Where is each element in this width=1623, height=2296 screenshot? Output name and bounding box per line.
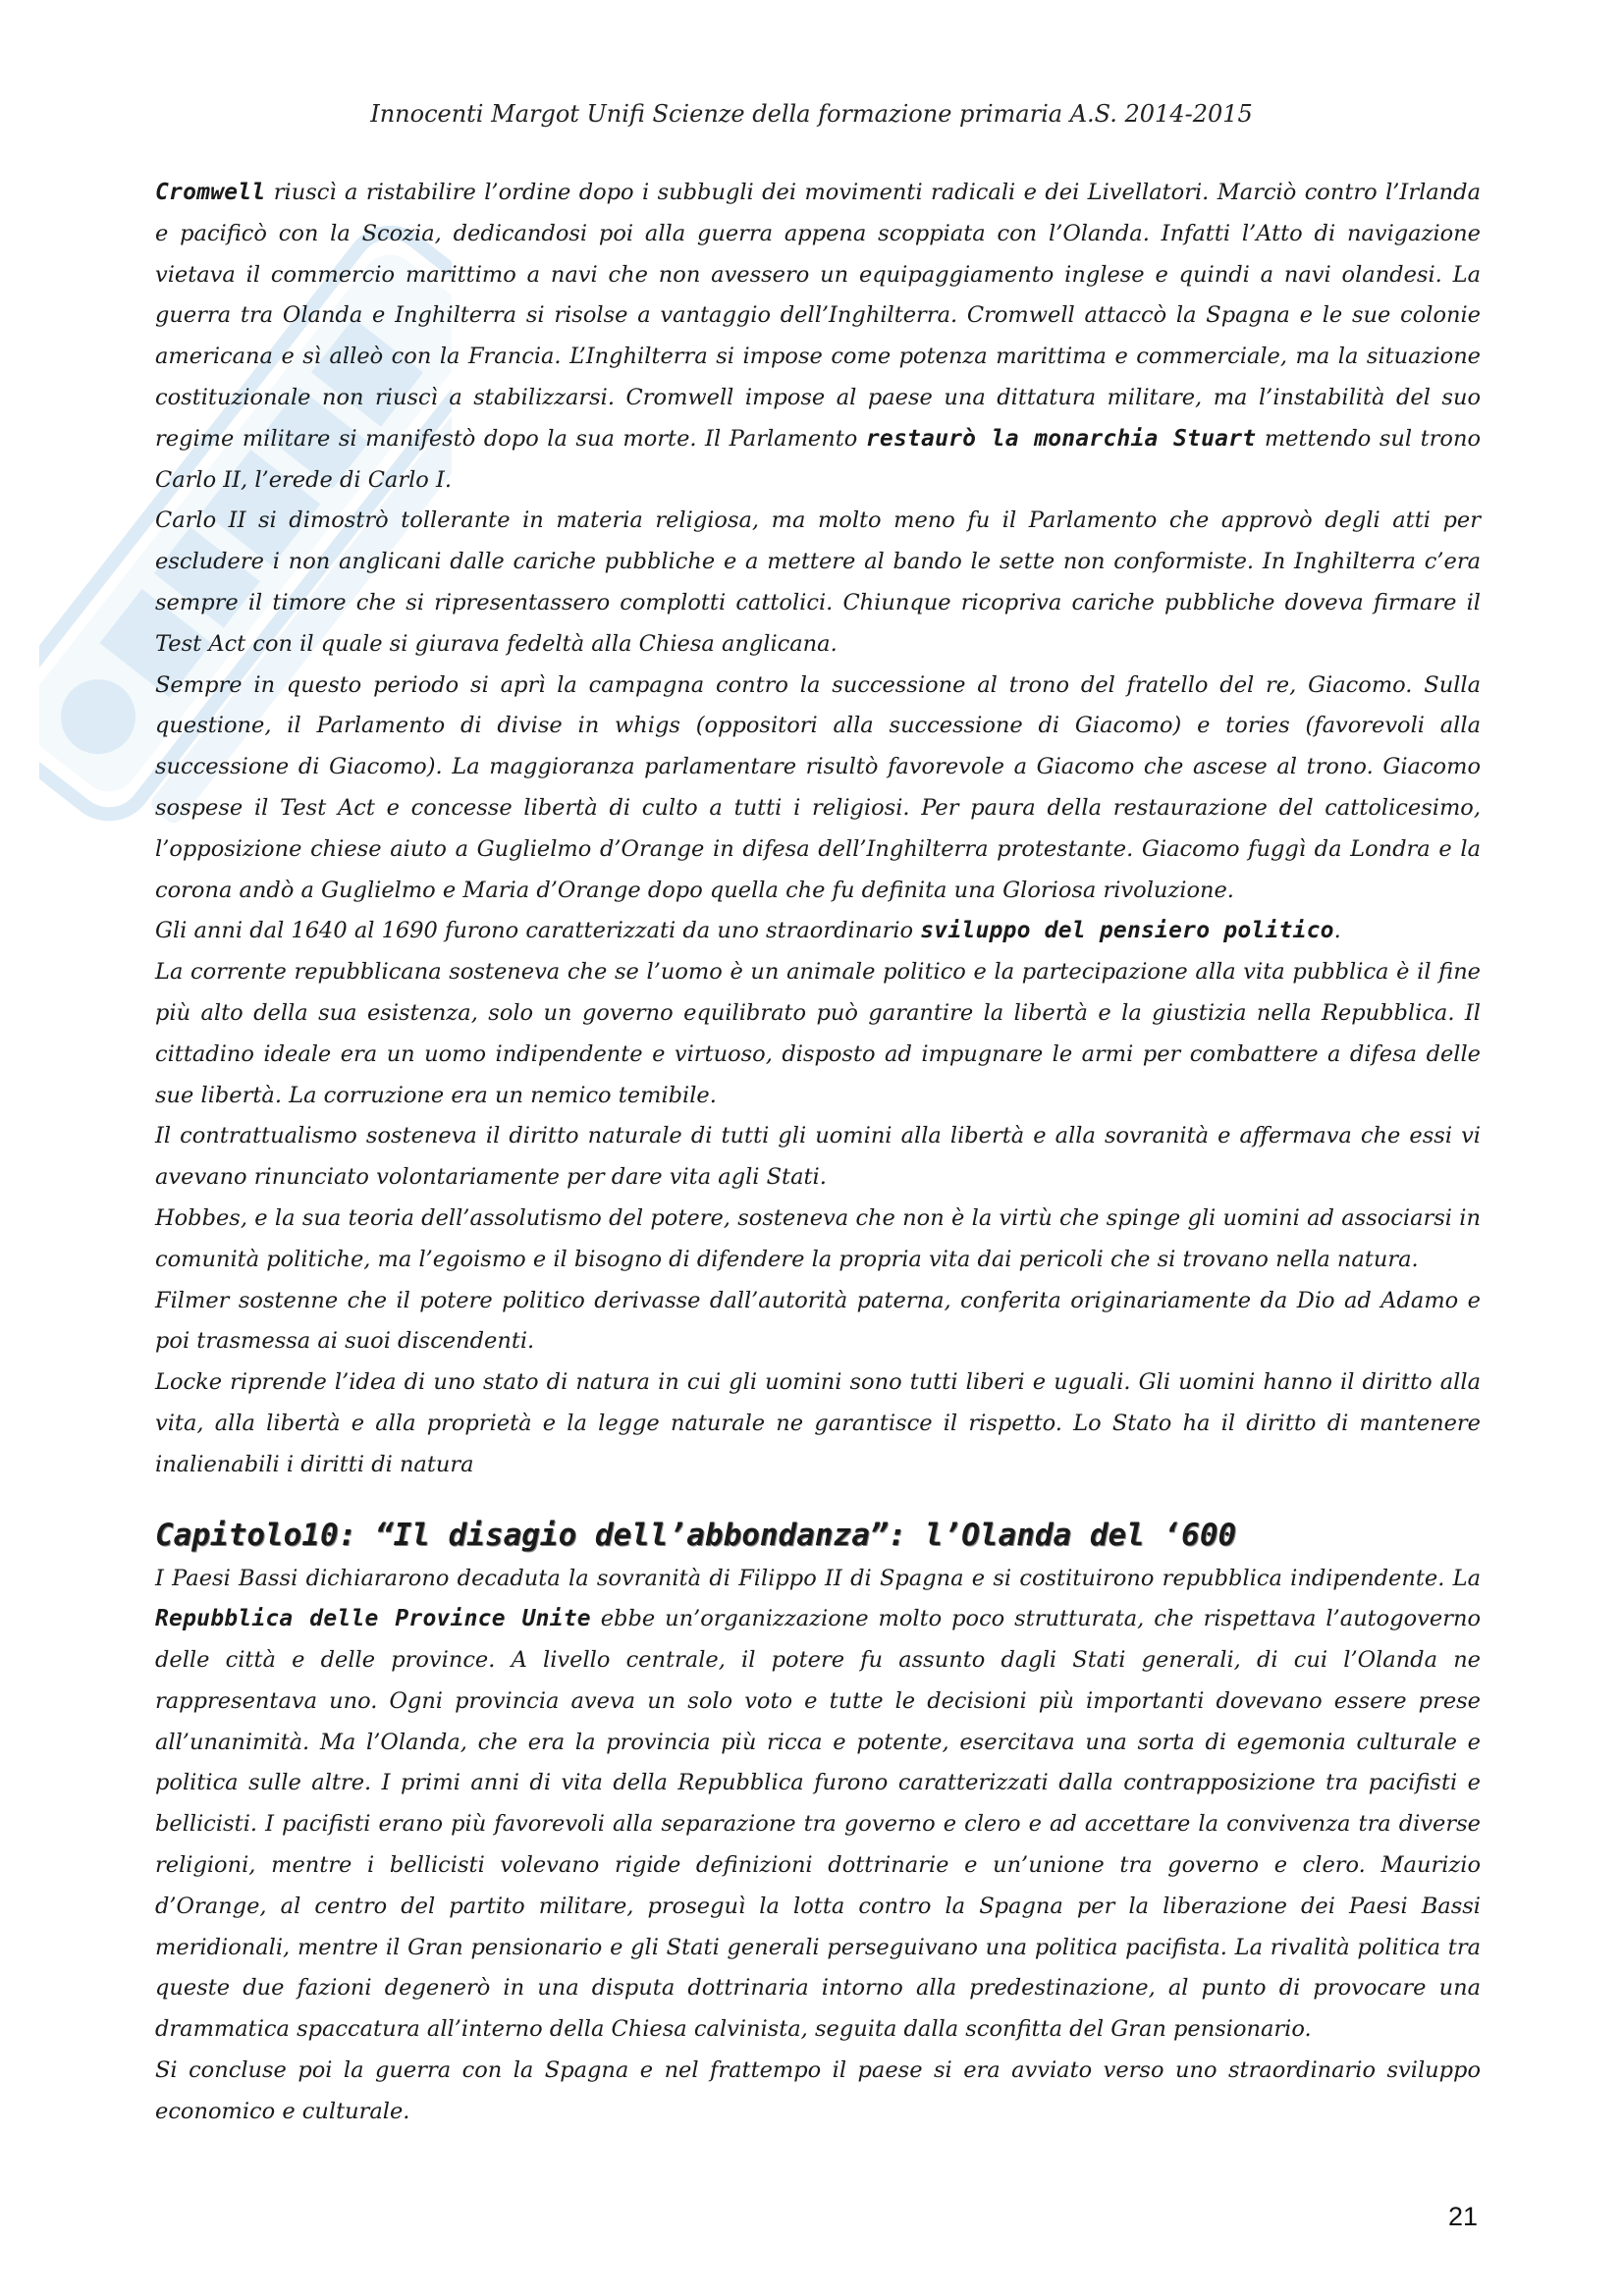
- text-segment: I Paesi Bassi dichiararono decaduta la sovranità di Filippo II di Spagna e si costituirono repubblica indipendente. La: [155, 1565, 1481, 1591]
- body-text: [155, 173, 1481, 2133]
- running-header: Innocenti Margot Unifi Scienze della formazione primaria A.S. 2014-2015: [370, 100, 1253, 128]
- chapter-heading: Capitolo10: “Il disagio dell’abbondanza”: l’Olanda del ‘600: [155, 1517, 1237, 1553]
- text-segment: ebbe un’organizzazione molto poco strutturata, che rispettava l’autogoverno delle città e delle province. A livello centrale, il potere fu assunto dagli Stati generali, di cui l’Olanda ne rappresentava uno. Ogni provincia aveva un solo voto e tutte le decisioni più importanti dovevano essere prese all’unanimità. Ma l’Olanda, che era la provincia più ricca e potente, esercitava una sorta di egemonia culturale e politica sulle altre. I primi anni di vita della Repubblica furono caratterizzati dalla contrapposizione tra pacifisti e bellicisti. I pacifisti erano più favorevoli alla separazione tra governo e clero e ad accettare la convivenza tra diverse religioni, mentre i bellicisti volevano rigide definizioni dottrinarie e un’unione tra governo e clero. Maurizio d’Orange, al centro del partito militare, proseguì la lotta contro la Spagna per la liberazione dei Paesi Bassi meridionali, mentre il Gran pensionario e gli Stati generali perseguivano una politica pacifista. La rivalità politica tra queste due fazioni degenerò in una disputa dottrinaria intorno alla predestinazione, al punto di provocare una drammatica spaccatura all’interno della Chiesa calvinista, seguita dalla sconfitta del Gran pensionario.: [155, 1606, 1481, 2043]
- paragraph-contrattualismo: Il contrattualismo sosteneva il diritto naturale di tutti gli uomini alla libertà e alla sovranità e affermava che essi vi avevano rinunciato volontariamente per dare vita agli Stati.: [155, 1123, 1481, 1191]
- text-segment: mettendo sul trono Carlo II, l’erede di Carlo I.: [155, 425, 1481, 493]
- paragraph-giacomo: Sempre in questo periodo si aprì la campagna contro la successione al trono del fratello del re, Giacomo. Sulla questione, il Parlamento di divise in whigs (oppositori alla successione di Giacomo) e tories (favorevoli alla successione di Giacomo). La maggioranza parlamentare risultò favorevole a Giacomo che ascese al trono. Giacomo sospese il Test Act e concesse libertà di culto a tutti i religiosi. Per paura della restaurazione del cattolicesimo, l’opposizione chiese aiuto a Guglielmo d’Orange in difesa dell’Inghilterra protestante. Giacomo fuggì da Londra e la corona andò a Guglielmo e Maria d’Orange dopo quella che fu definita una Gloriosa rivoluzione.: [155, 671, 1481, 903]
- paragraph-hobbes: Hobbes, e la sua teoria dell’assolutismo del potere, sosteneva che non è la virtù che spinge gli uomini ad associarsi in comunità politiche, ma l’egoismo e il bisogno di difendere la propria vita dai pericoli che si trovano nella natura.: [155, 1204, 1481, 1272]
- paragraph-conclusione: Si concluse poi la guerra con la Spagna e nel frattempo il paese si era avviato verso uno straordinario sviluppo economico e culturale.: [155, 2057, 1481, 2124]
- emphasis-pensiero-politico: sviluppo del pensiero politico: [920, 918, 1334, 944]
- paragraph-repubblicana: La corrente repubblicana sosteneva che se l’uomo è un animale politico e la partecipazione alla vita pubblica è il fine più alto della sua esistenza, solo un governo equilibrato può garantire la libertà e la giustizia nella Repubblica. Il cittadino ideale era un uomo indipendente e virtuoso, disposto ad impugnare le armi per combattere a difesa delle sue libertà. La corruzione era un nemico temibile.: [155, 959, 1481, 1108]
- paragraph-carlo-ii: Carlo II si dimostrò tollerante in materia religiosa, ma molto meno fu il Parlamento che approvò degli atti per escludere i non anglicani dalle cariche pubbliche e a mettere al bando le sette non conformiste. In Inghilterra c’era sempre il timore che si ripresentassero complotti cattolici. Chiunque ricopriva cariche pubbliche doveva firmare il Test Act con il quale si giurava fedeltà alla Chiesa anglicana.: [155, 507, 1481, 657]
- emphasis-cromwell: Cromwell: [155, 180, 266, 205]
- paragraph-paesi-bassi: [155, 1559, 1481, 2052]
- text-segment: riuscì a ristabilire l’ordine dopo i subbugli dei movimenti radicali e dei Livellatori. Marciò contro l’Irlanda e pacificò con la Scozia, dedicandosi poi alla guerra appena scoppiata con l’Olanda. Infatti l’Atto di navigazione vietava il commercio marittimo a navi che non avessero un equipaggiamento inglese e quindi a navi olandesi. La guerra tra Olanda e Inghilterra si risolse a vantaggio dell’Inghilterra. Cromwell attaccò la Spagna e le sue colonie americana e sì alleò con la Francia. L’Inghilterra si impose come potenza marittima e commerciale, ma la situazione costituzionale non riuscì a stabilizzarsi. Cromwell impose al paese una dittatura militare, ma l’instabilità del suo regime militare si manifestò dopo la sua morte. Il Parlamento: [155, 180, 1481, 452]
- text-segment: .: [1333, 918, 1341, 944]
- paragraph-pensiero-politico: [155, 911, 1481, 952]
- page-number: 21: [1447, 2202, 1478, 2231]
- emphasis-province-unite: Repubblica delle Province Unite: [155, 1606, 591, 1632]
- text-segment: Gli anni dal 1640 al 1690 furono caratterizzati da uno straordinario: [155, 918, 921, 944]
- emphasis-restaurazione: restaurò la monarchia Stuart: [865, 425, 1257, 452]
- paragraph-locke: Locke riprende l’idea di uno stato di natura in cui gli uomini sono tutti liberi e uguali. Gli uomini hanno il diritto alla vita, alla libertà e alla proprietà e la legge naturale ne garantisce il rispetto. Lo Stato ha il diritto di mantenere inalienabili i diritti di natura: [155, 1369, 1481, 1477]
- paragraph-filmer: Filmer sostenne che il potere politico derivasse dall’autorità paterna, conferita originariamente da Dio ad Adamo e poi trasmessa ai suoi discendenti.: [155, 1287, 1481, 1355]
- paragraph-cromwell: [155, 173, 1481, 501]
